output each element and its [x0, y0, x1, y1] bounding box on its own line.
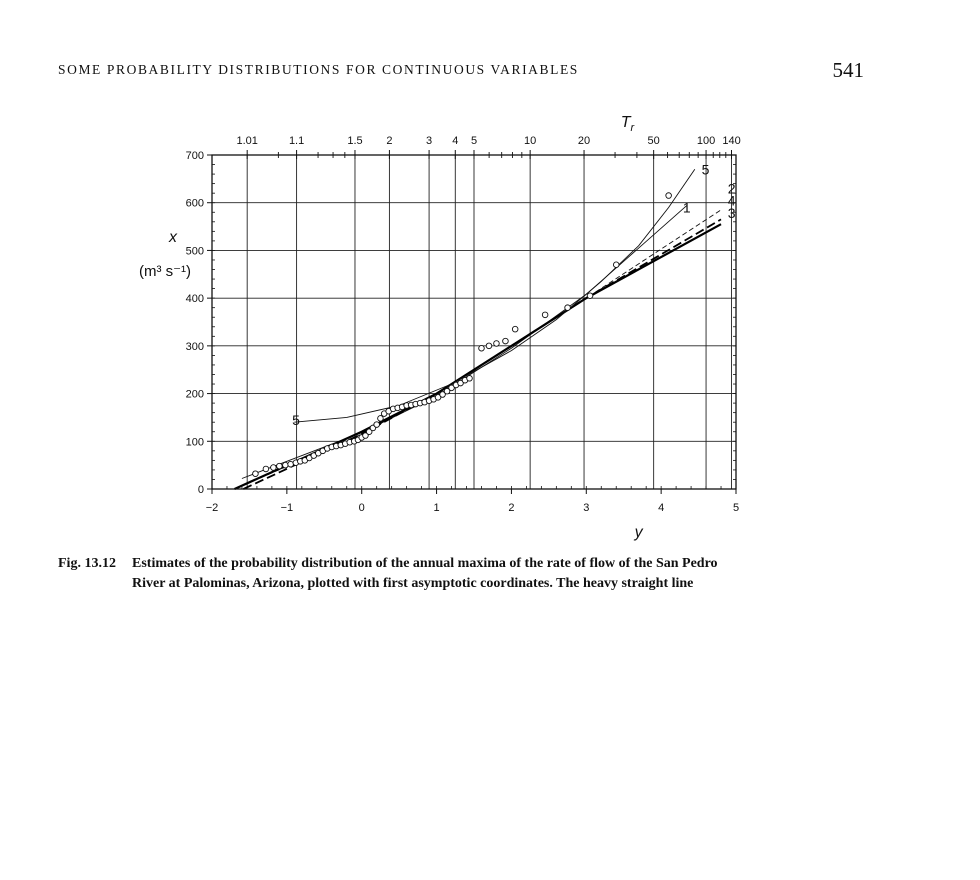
y-axis-label-units: (m³ s⁻¹): [138, 263, 192, 280]
y-tick-label: 0: [197, 484, 204, 496]
top-tick-label: 4: [452, 135, 459, 147]
data-point: [288, 461, 294, 467]
top-axis-label: $T_r$: [620, 114, 635, 134]
data-point: [512, 326, 518, 332]
top-tick-label: 1.1: [288, 135, 305, 147]
curve-3: [235, 224, 722, 489]
curve-label-5: 5: [292, 411, 300, 428]
data-point: [565, 305, 571, 311]
y-tick-label: 700: [185, 150, 204, 162]
top-tick-label: 20: [577, 135, 591, 147]
x-tick-label: −2: [205, 502, 219, 514]
curve-1: [242, 205, 687, 478]
x-tick-label: 0: [358, 502, 365, 514]
y-tick-label: 500: [185, 245, 204, 258]
x-tick-label: 3: [583, 502, 590, 514]
caption-line-1: Estimates of the probability distribution of the annual maxima of the rate of flow of the San Pedro: [132, 556, 718, 571]
top-axis-label-subscript: r: [630, 122, 635, 134]
x-tick-label: −1: [280, 502, 294, 514]
data-point: [587, 293, 593, 299]
data-point: [467, 376, 473, 382]
top-tick-label: 10: [524, 135, 537, 147]
figure-13-12-chart: [0, 100, 980, 545]
x-tick-label: 4: [658, 502, 665, 514]
top-tick-label: 1.01: [236, 135, 258, 147]
data-point: [542, 312, 548, 318]
data-point: [253, 471, 259, 477]
y-axis-label-symbol: x: [169, 229, 177, 246]
curve-4: [243, 219, 721, 489]
data-point: [666, 193, 672, 199]
data-point: [374, 422, 380, 428]
curve-label-1: 1: [682, 199, 691, 216]
page-number: 541: [832, 58, 864, 82]
grid-layer: [212, 155, 736, 489]
label-layer: [139, 114, 741, 541]
curve-label-3: 3: [727, 205, 736, 222]
data-point: [271, 465, 277, 471]
x-axis-label: y: [634, 524, 643, 541]
caption-line-2: River at Palominas, Arizona, plotted with first asymptotic coordinates. The heavy straight line: [132, 576, 694, 591]
top-tick-label: 5: [470, 135, 478, 147]
running-head: [58, 58, 864, 82]
top-tick-label: 50: [647, 135, 660, 147]
y-tick-label: 400: [185, 293, 204, 306]
figure-caption: [58, 554, 878, 594]
curve-label-5: 5: [701, 161, 710, 178]
x-tick-label: 5: [732, 502, 740, 514]
data-point: [283, 462, 289, 468]
top-tick-label: 140: [722, 135, 741, 147]
y-tick-label: 600: [185, 197, 204, 210]
x-tick-label: 1: [433, 502, 440, 514]
data-point: [263, 466, 269, 472]
data-point: [494, 341, 500, 347]
frame-layer: [207, 150, 736, 494]
curve-label-2: 2: [727, 180, 736, 197]
top-tick-label: 100: [696, 135, 716, 147]
y-tick-label: 300: [185, 340, 204, 353]
data-point: [613, 262, 619, 268]
y-tick-label: 100: [185, 436, 204, 449]
top-tick-label: 2: [386, 135, 393, 147]
top-tick-label: 3: [426, 135, 433, 147]
points-layer: [253, 193, 672, 477]
y-tick-label: 200: [185, 388, 204, 401]
running-title: SOME PROBABILITY DISTRIBUTIONS FOR CONTINUOUS VARIABLES: [58, 62, 579, 77]
data-point: [378, 416, 384, 422]
x-tick-label: 2: [508, 502, 515, 514]
data-point: [486, 343, 492, 349]
top-tick-label: 1.5: [347, 135, 363, 147]
data-point: [277, 463, 283, 469]
curve-5: [294, 169, 695, 422]
data-point: [503, 338, 509, 344]
caption-label: Fig. 13.12: [58, 556, 116, 571]
curve-label-4: 4: [727, 192, 736, 209]
data-point: [479, 345, 485, 351]
